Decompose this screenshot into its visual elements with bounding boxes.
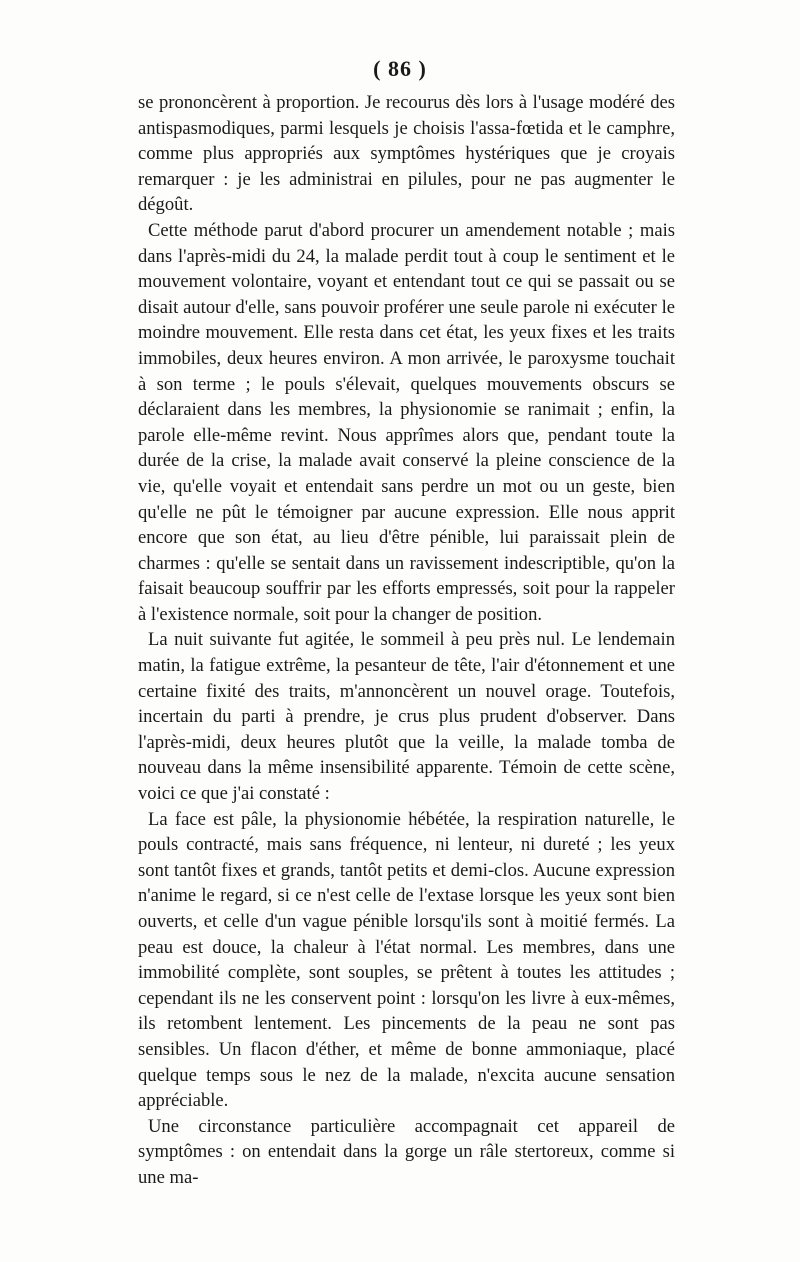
body-text [138,90,675,1191]
paragraph-2: Cette méthode parut d'abord procurer un amendement notable ; mais dans l'après-midi du 24, la malade perdit tout à coup le sentiment et le mouvement volontaire, voyant et entendant tout ce qui se passait ou se disait autour d'elle, sans pouvoir proférer une seule parole ni exécuter le moindre mouvement. Elle resta dans cet état, les yeux fixes et les traits immobiles, deux heures environ. A mon arrivée, le paroxysme touchait à son terme ; le pouls s'élevait, quelques mouvements obscurs se déclaraient dans les membres, la physionomie se ranimait ; enfin, la parole elle-même revint. Nous apprîmes alors que, pendant toute la durée de la crise, la malade avait conservé la pleine conscience de la vie, qu'elle voyait et entendait sans perdre un mot ou un geste, bien qu'elle ne pût le témoigner par aucune expression. Elle nous apprit encore que son état, au lieu d'être pénible, lui paraissait plein de charmes : qu'elle se sentait dans un ravissement indescriptible, qu'on la faisait beaucoup souffrir par les efforts empressés, soit pour la rappeler à l'existence normale, soit pour la changer de position. [138,219,675,625]
page-number: ( 86 ) [373,56,427,81]
paragraph-5: Une circonstance particulière accompagnait cet appareil de symptômes : on entendait dans la gorge un râle stertoreux, comme si une ma- [138,1115,675,1188]
paragraph-4: La face est pâle, la physionomie hébétée, la respiration naturelle, le pouls contracté, mais sans fréquence, ni lenteur, ni dureté ; les yeux sont tantôt fixes et grands, tantôt petits et demi-clos. Aucune expression n'anime le regard, si ce n'est celle de l'extase lorsque les yeux sont bien ouverts, et celle d'un vague pénible lorsqu'ils sont à moitié fermés. La peau est douce, la chaleur à l'état normal. Les membres, dans une immobilité complète, sont souples, se prêtent à toutes les attitudes ; cependant ils ne les conservent point : lorsqu'on les livre à eux-mêmes, ils retombent lentement. Les pincements de la peau ne sont pas sensibles. Un flacon d'éther, et même de bonne ammoniaque, placé quelque temps sous le nez de la malade, n'excita aucune sensation appréciable. [138,808,675,1112]
paragraph-1: se prononcèrent à proportion. Je recourus dès lors à l'usage modéré des antispasmodiques, parmi lesquels je choisis l'assa-fœtida et le camphre, comme plus appropriés aux symptômes hystériques que je croyais remarquer : je les administrai en pilules, pour ne pas augmenter le dégoût. [138,92,675,216]
paragraph-3: La nuit suivante fut agitée, le sommeil à peu près nul. Le lendemain matin, la fatigue extrême, la pesanteur de tête, l'air d'étonnement et une certaine fixité des traits, m'annoncèrent un nouvel orage. Toutefois, incertain du parti à prendre, je crus plus prudent d'observer. Dans l'après-midi, deux heures plutôt que la veille, la malade tomba de nouveau dans la même insensibilité apparente. Témoin de cette scène, voici ce que j'ai constaté : [138,629,675,805]
